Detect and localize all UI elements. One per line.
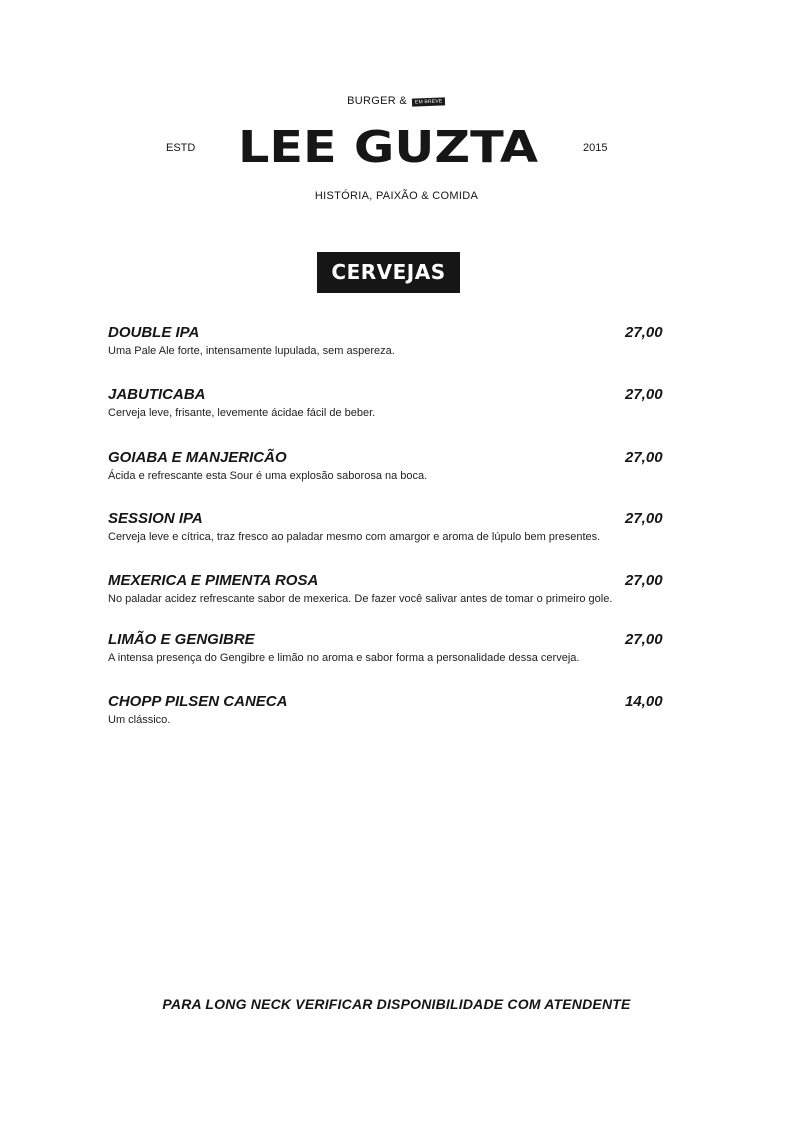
item-description: Um clássico. [108, 714, 171, 726]
menu-item [108, 631, 708, 666]
item-description: Ácida e refrescante esta Sour é uma explosão saborosa na boca. [108, 470, 428, 482]
item-price: 27,00 [625, 631, 663, 648]
menu-item [108, 693, 708, 728]
tagline: HISTÓRIA, PAIXÃO & COMIDA [314, 190, 479, 202]
menu-item [108, 510, 708, 545]
footer-note: PARA LONG NECK VERIFICAR DISPONIBILIDADE COM ATENDENTE [162, 996, 631, 1012]
menu-item [108, 386, 708, 421]
item-price: 27,00 [625, 449, 663, 466]
item-price: 14,00 [625, 693, 663, 710]
item-description: No paladar acidez refrescante sabor de mexerica. De fazer você salivar antes de tomar o primeiro gole. [108, 593, 613, 605]
item-price: 27,00 [625, 386, 663, 403]
item-name: SESSION IPA [108, 510, 203, 527]
section-title: CERVEJAS [317, 252, 460, 293]
item-description: Cerveja leve, frisante, levemente ácidae fácil de beber. [108, 407, 376, 419]
item-name: MEXERICA E PIMENTA ROSA [108, 572, 319, 589]
menu-item [108, 324, 708, 359]
item-name: CHOPP PILSEN CANECA [108, 693, 288, 710]
item-description: Cerveja leve e cítrica, traz fresco ao paladar mesmo com amargor e aroma de lúpulo bem presentes. [108, 531, 601, 543]
item-price: 27,00 [625, 324, 663, 341]
item-description: A intensa presença do Gengibre e limão no aroma e sabor forma a personalidade dessa cerveja. [108, 652, 580, 664]
item-name: GOIABA E MANJERICÃO [108, 449, 287, 466]
item-description: Uma Pale Ale forte, intensamente lupulada, sem aspereza. [108, 345, 395, 357]
item-name: LIMÃO E GENGIBRE [108, 631, 255, 648]
item-name: DOUBLE IPA [108, 324, 200, 341]
em-breve-stamp: EM BREVE [412, 97, 446, 106]
menu-item [108, 572, 708, 607]
header-top-line [0, 95, 793, 107]
item-price: 27,00 [625, 510, 663, 527]
header-burger-label: BURGER & [347, 95, 408, 107]
year-label: 2015 [583, 142, 608, 154]
estd-label: ESTD [166, 142, 196, 154]
brand-logo: LEE GUZTA [237, 122, 539, 173]
item-price: 27,00 [625, 572, 663, 589]
item-name: JABUTICABA [108, 386, 206, 403]
menu-item [108, 449, 708, 484]
